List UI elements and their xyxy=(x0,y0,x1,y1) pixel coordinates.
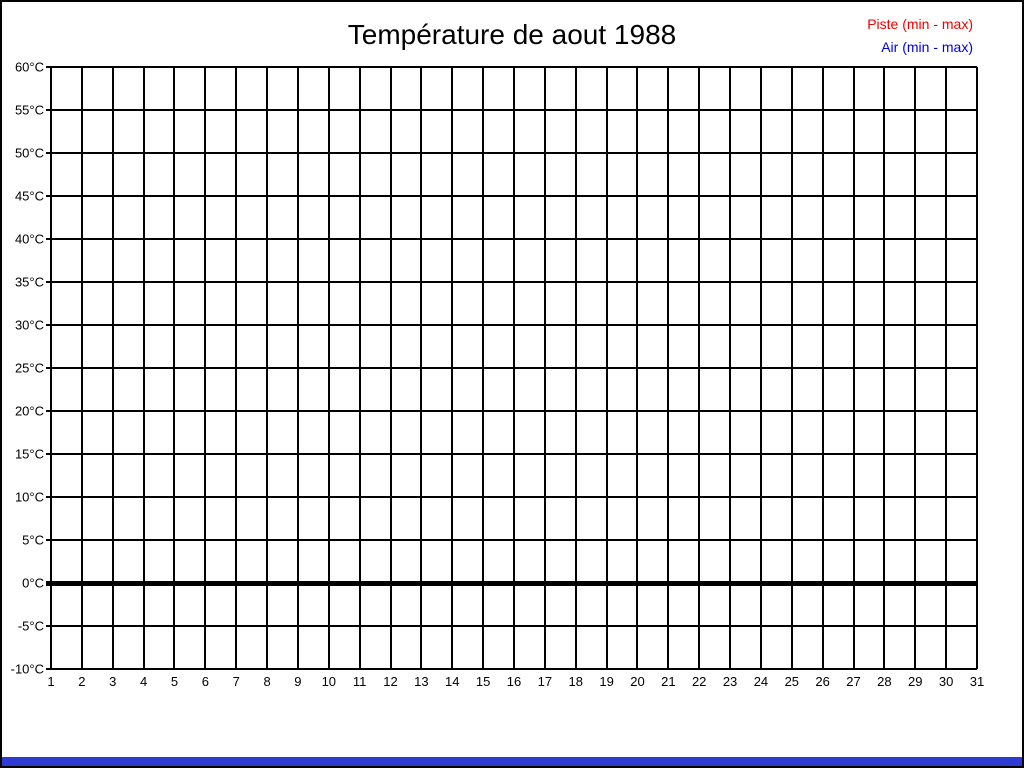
gridline-horizontal xyxy=(46,496,977,498)
zero-degree-line xyxy=(46,581,977,586)
y-tick-label: 35°C xyxy=(14,274,44,290)
chart-title: Température de aout 1988 xyxy=(347,19,677,50)
y-tick-label: 30°C xyxy=(14,317,44,333)
x-tick-label: 24 xyxy=(753,674,769,689)
y-tick-label: 15°C xyxy=(14,446,44,462)
x-tick-label: 20 xyxy=(630,674,645,689)
x-tick-label: 11 xyxy=(352,674,367,689)
x-tick-label: 31 xyxy=(969,674,985,689)
gridline-horizontal xyxy=(46,195,977,197)
x-tick-label: 4 xyxy=(139,674,148,689)
gridline-horizontal xyxy=(46,238,977,240)
gridline-horizontal xyxy=(46,539,977,541)
y-tick-label: 55°C xyxy=(14,102,44,118)
y-tick-label: 25°C xyxy=(14,360,44,376)
x-tick-label: 10 xyxy=(321,674,337,689)
y-tick-label: 60°C xyxy=(14,59,44,75)
gridline-horizontal xyxy=(46,668,977,670)
bottom-status-bar xyxy=(2,757,1022,766)
x-tick-label: 23 xyxy=(722,674,738,689)
x-tick-label: 5 xyxy=(170,674,179,689)
y-tick-label: -10°C xyxy=(10,661,44,677)
gridline-horizontal xyxy=(46,324,977,326)
x-tick-label: 13 xyxy=(414,674,429,689)
x-tick-label: 22 xyxy=(691,674,707,689)
y-tick-label: 0°C xyxy=(22,575,44,591)
y-tick-label: 45°C xyxy=(14,188,44,204)
gridline-horizontal xyxy=(46,367,977,369)
x-tick-label: 19 xyxy=(599,674,614,689)
legend-item: Piste (min - max) xyxy=(867,16,973,32)
y-tick-label: 50°C xyxy=(14,145,44,161)
x-tick-label: 25 xyxy=(784,674,800,689)
x-tick-label: 6 xyxy=(201,674,209,689)
legend-item: Air (min - max) xyxy=(881,39,973,55)
x-tick-label: 15 xyxy=(475,674,491,689)
gridline-horizontal xyxy=(46,66,977,68)
x-tick-label: 21 xyxy=(661,674,676,689)
y-axis-labels xyxy=(2,59,44,677)
x-tick-label: 28 xyxy=(877,674,892,689)
x-tick-label: 29 xyxy=(908,674,923,689)
x-tick-label: 27 xyxy=(846,674,861,689)
y-tick-label: 20°C xyxy=(14,403,44,419)
x-axis-labels xyxy=(47,674,985,692)
gridline-horizontal xyxy=(46,453,977,455)
x-tick-label: 12 xyxy=(383,674,398,689)
gridline-horizontal xyxy=(46,625,977,627)
y-tick-label: -5°C xyxy=(17,618,44,634)
x-tick-label: 17 xyxy=(537,674,553,689)
x-tick-label: 16 xyxy=(506,674,522,689)
x-tick-label: 2 xyxy=(78,674,86,689)
y-tick-label: 40°C xyxy=(14,231,44,247)
x-tick-label: 3 xyxy=(109,674,117,689)
gridline-horizontal xyxy=(46,410,977,412)
legend xyxy=(867,13,973,59)
x-tick-label: 30 xyxy=(938,674,954,689)
x-tick-label: 9 xyxy=(294,674,302,689)
x-tick-label: 1 xyxy=(47,674,55,689)
plot-area xyxy=(51,67,977,669)
x-tick-label: 8 xyxy=(263,674,271,689)
y-tick-label: 10°C xyxy=(14,489,44,505)
x-tick-label: 18 xyxy=(568,674,583,689)
gridline-horizontal xyxy=(46,152,977,154)
x-tick-label: 26 xyxy=(815,674,830,689)
y-tick-label: 5°C xyxy=(22,532,44,548)
x-tick-label: 7 xyxy=(232,674,240,689)
x-tick-label: 14 xyxy=(445,674,460,689)
gridline-horizontal xyxy=(46,281,977,283)
gridline-horizontal xyxy=(46,109,977,111)
